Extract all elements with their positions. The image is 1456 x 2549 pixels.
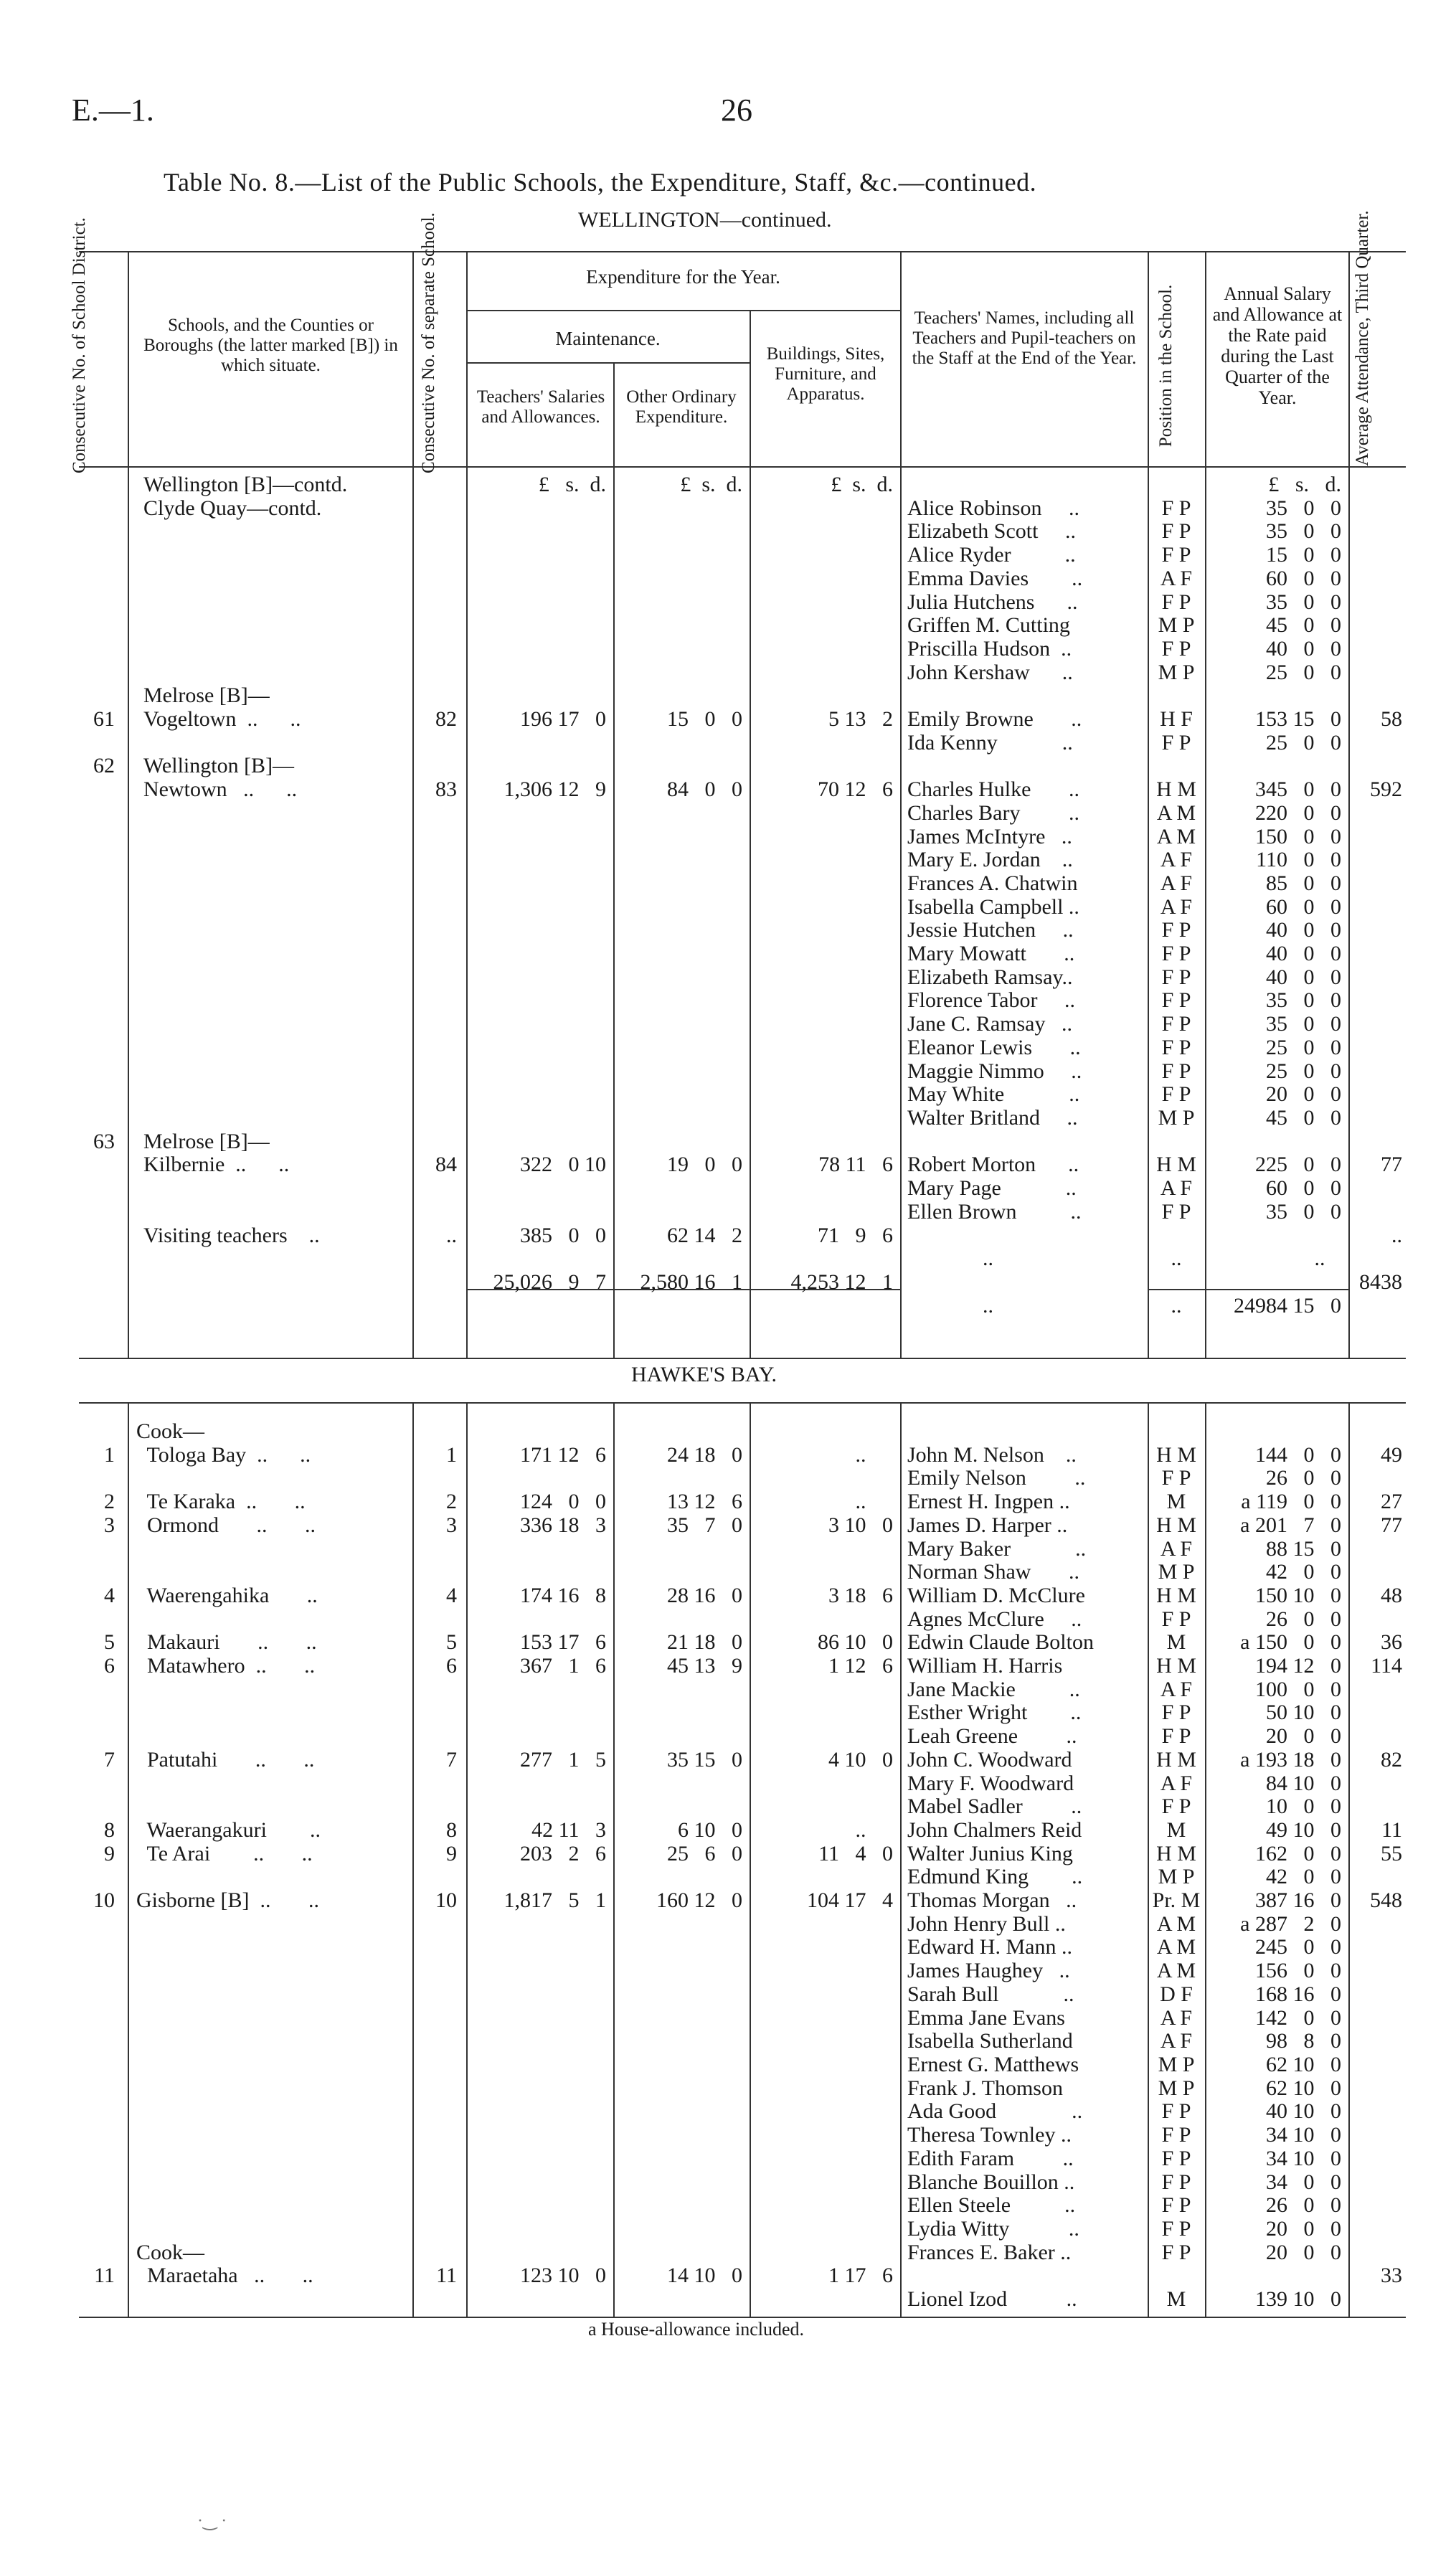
table-title: Table No. 8.—List of the Public Schools, the Expenditure, Staff, &c.—continued.	[164, 168, 1037, 197]
header-district-no: Consecutive No. of School District.	[70, 217, 89, 473]
header-other: Other Ordinary Expenditure.	[626, 387, 737, 427]
hawkes-bay-teacher-names: John M. Nelson .. Emily Nelson .. Ernest H. Ingpen .. James D. Harper .. Mary Baker .. Norman Shaw .. William D. McClure Agnes McClure .. Edwin Claude Bolton William H. Harris Jane Mackie .. Esther Wright .. Leah Greene .. John C. Woodward Mary F. Woodward Mabel Sadler .. John Chalmers Reid Walter Junius King Edmund King .. Thomas Morgan .. John Henry Bull .. Edward H. Mann .. James Haughey .. Sarah Bull .. Emma Jane Evans Isabella Sutherland Ernest G. Matthews Frank J. Thomson Ada Good .. Theresa Townley .. Edith Faram .. Blanche Bouillon .. Ellen Steele .. Lydia Witty .. Frances E. Baker .. Lionel Izod ..	[907, 1442, 1094, 2312]
wellington-teacher-names: Alice Robinson .. Elizabeth Scott .. Alice Ryder .. Emma Davies .. Julia Hutchens .. Griffen M. Cutting Priscilla Hudson .. John Kershaw .. Emily Browne .. Ida Kenny .. Charles Hulke .. Charles Bary .. James McIntyre .. Mary E. Jordan .. Frances A. Chatwin Isabella Campbell .. Jessie Hutchen .. Mary Mowatt .. Elizabeth Ramsay.. Florence Tabor .. Jane C. Ramsay .. Eleanor Lewis .. Maggie Nimmo .. May White .. Walter Britland .. Robert Morton .. Mary Page .. Ellen Brown .. .. ..	[907, 496, 1083, 1318]
header-attendance: Average Attendance, Third Quarter.	[1353, 210, 1372, 466]
wellington-salaries-values: £ s. d. 196 17 0 1,306 12 9 322 0 10 385 0 0 25,026 9 7	[493, 473, 606, 1294]
hawkes-bay-school-numbers: 1 2 3 4 5 6 7 8 9 10 11	[435, 1442, 457, 2288]
wellington-buildings-values: £ s. d. 5 13 2 70 12 6 78 11 6 71 9 6 4,253 12 1	[790, 473, 893, 1294]
header-buildings: Buildings, Sites, Furniture, and Apparatus.	[766, 344, 885, 404]
wellington-positions: F P F P F P A F F P M P F P M P H F F P H M A M A M A F A F A F F P F P F P F P F P F P F P F P M P H M A F F P .. ..	[1156, 496, 1196, 1318]
wellington-attendance: 58 592 77 .. 8438	[1359, 707, 1402, 1294]
page-number: 26	[721, 93, 752, 128]
header-maintenance: Maintenance.	[555, 328, 661, 349]
wellington-district-numbers: 61 62 63	[93, 707, 115, 1153]
header-salaries: Teachers' Salaries and Allowances.	[476, 387, 605, 427]
hawkes-bay-district-numbers: 1 2 3 4 5 6 7 8 9 10 11	[93, 1442, 115, 2288]
hawkes-bay-buildings-values: .. .. 3 10 0 3 18 6 86 10 0 1 12 6 4 10 0 .. 11 4 0 104 17 4 1 17 6	[807, 1442, 893, 2288]
header-salary: Annual Salary and Allowance at the Rate paid during the Last Quarter of the Year.	[1212, 283, 1343, 408]
header-teachers: Teachers' Names, including all Teachers and Pupil-teachers on the Staff at the End of the Year.	[912, 308, 1137, 368]
wellington-district-title: WELLINGTON—continued.	[578, 208, 832, 232]
wellington-other-values: £ s. d. 15 0 0 84 0 0 19 0 0 62 14 2 2,580 16 1	[640, 473, 742, 1294]
footnote: a House-allowance included.	[588, 2319, 805, 2340]
hawkes-bay-attendance: 49 27 77 48 36 114 82 11 55 548 33	[1370, 1442, 1402, 2288]
hawkes-bay-salaries-values: 171 12 6 124 0 0 336 18 3 174 16 8 153 17 6 367 1 6 277 1 5 42 11 3 203 2 6 1,817 5 1 123 10 0	[504, 1442, 606, 2288]
hawkes-bay-title: HAWKE'S BAY.	[631, 1363, 777, 1386]
hawkes-bay-school-names: Cook— Tologa Bay .. .. Te Karaka .. .. Ormond .. .. Waerengahika .. Makauri .. .. Matawhero .. .. Patutahi .. .. Waerangakuri .. Te Arai .. .. Gisborne [B] .. .. Cook— Maraetaha .. ..	[136, 1419, 321, 2288]
wellington-school-numbers: 82 83 84 ..	[435, 707, 457, 1247]
hawkes-bay-positions: H M F P M H M A F M P H M F P M H M A F F P F P H M A F F P M H M M P Pr. M A M A M A M D F A F A F M P M P F P F P F P F P F P F P F P M	[1152, 1442, 1201, 2312]
wellington-salary-values: £ s. d. 35 0 0 35 0 0 15 0 0 60 0 0 35 0 0 45 0 0 40 0 0 25 0 0 153 15 0 25 0 0 345 0 0 220 0 0 150 0 0 110 0 0 85 0 0 60 0 0 40 0 0 40 0 0 40 0 0 35 0 0 35 0 0 25 0 0 25 0 0 20 0 0 45 0 0 225 0 0 60 0 0 35 0 0 .. 24984 15 0	[1234, 473, 1341, 1318]
hawkes-bay-other-values: 24 18 0 13 12 6 35 7 0 28 16 0 21 18 0 45 13 9 35 15 0 6 10 0 25 6 0 160 12 0 14 10 0	[656, 1442, 742, 2288]
hawkes-bay-salary-values: 144 0 0 26 0 0 a 119 0 0 a 201 7 0 88 15 0 42 0 0 150 10 0 26 0 0 a 150 0 0 194 12 0 100 0 0 50 10 0 20 0 0 a 193 18 0 84 10 0 10 0 0 49 10 0 162 0 0 42 0 0 387 16 0 a 287 2 0 245 0 0 156 0 0 168 16 0 142 0 0 98 8 0 62 10 0 62 10 0 40 10 0 34 10 0 34 10 0 34 0 0 26 0 0 20 0 0 20 0 0 139 10 0	[1240, 1442, 1341, 2312]
print-speck: ·‿ ·	[197, 2512, 227, 2530]
page-header-code: E.—1.	[72, 93, 154, 128]
header-position: Position in the School.	[1156, 284, 1176, 448]
header-schools: Schools, and the Counties or Boroughs (the latter marked [B]) in which situate.	[143, 316, 398, 375]
header-school-no: Consecutive No. of separate School.	[419, 212, 438, 473]
header-expenditure: Expenditure for the Year.	[586, 266, 780, 288]
wellington-school-names: Wellington [B]—contd. Clyde Quay—contd. Melrose [B]— Vogeltown .. .. Wellington [B]— Newtown .. .. Melrose [B]— Kilbernie .. .. Visiting teachers ..	[143, 473, 348, 1247]
